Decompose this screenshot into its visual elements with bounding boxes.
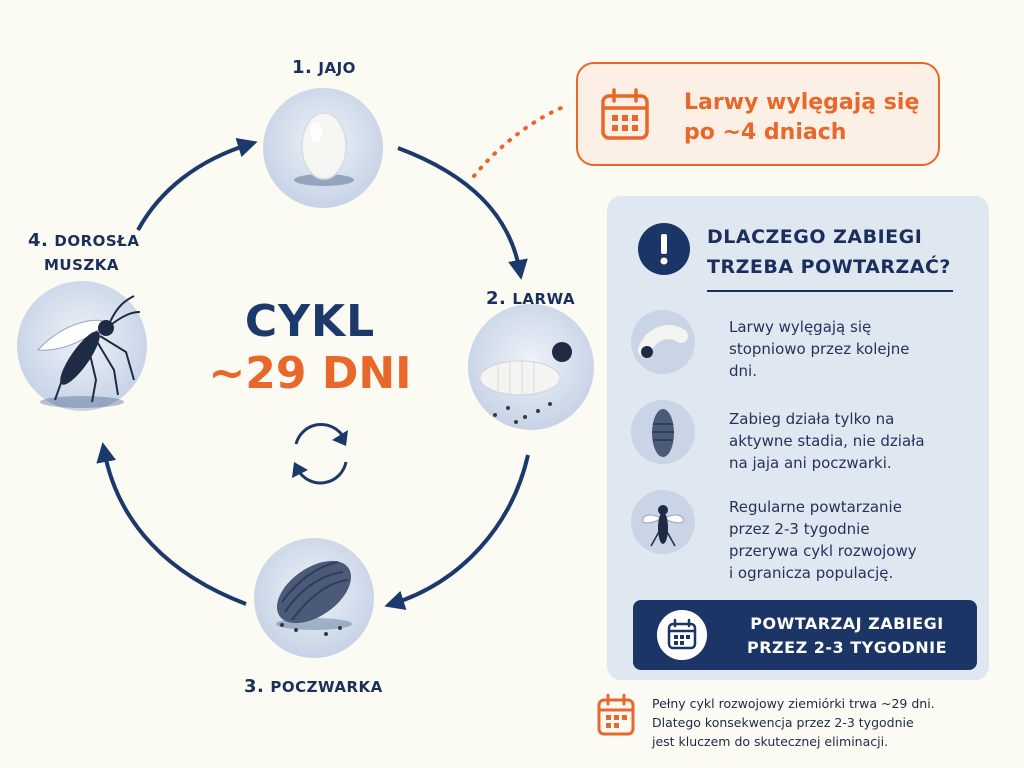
pupa-icon [631, 400, 695, 464]
arrow-pupa-to-adult [104, 450, 246, 604]
repeat-treatments-banner: POWTARZAJ ZABIEGI PRZEZ 2-3 TYGODNIE [633, 600, 977, 670]
pupa-stage-circle [254, 538, 374, 658]
stage-label-egg: 1. JAJO [292, 57, 356, 78]
cycle-duration-title [190, 296, 430, 400]
calendar-icon [600, 88, 650, 142]
arrow-adult-to-egg [138, 144, 250, 230]
fly-icon [631, 490, 695, 554]
stage-label-larva: 2. LARWA [486, 288, 576, 309]
why-repeat-panel: DLACZEGO ZABIEGI TRZEBA POWTARZAĆ? Larwy wylęgają się stopniowo przez kolejne dni. Zabieg działa tylko na aktywne stadia, nie działa na jaja ani poczwarki. Regularne powtarzanie przez 2-3 tygodnie przerywa cykl rozwojowy i ogranicza populację. POWTARZAJ ZABIEGI PRZEZ 2-3 TYGODNIE [607, 196, 989, 680]
adult-stage-circle [17, 281, 147, 411]
stage-label-pupa: 3. POCZWARKA [244, 676, 383, 697]
egg-icon [302, 113, 346, 179]
arrow-larva-to-pupa [392, 455, 528, 604]
calendar-icon [596, 694, 636, 738]
larva-icon [631, 310, 695, 374]
larva-stage-circle [468, 304, 594, 430]
egg-stage-circle [263, 88, 383, 208]
exclamation-icon [637, 222, 691, 276]
refresh-icon [292, 424, 348, 482]
dotted-connector [474, 106, 566, 176]
cycle-title-line1: CYKL [244, 296, 376, 347]
panel-title: DLACZEGO ZABIEGI TRZEBA POWTARZAĆ? [707, 226, 951, 278]
hatch-callout [576, 62, 940, 166]
panel-divider [707, 290, 953, 292]
cycle-title-line2: ~29 DNI [208, 348, 412, 399]
calendar-icon [657, 610, 707, 660]
callout-text: Larwy wylęgają się po ~4 dniach [684, 90, 920, 145]
arrow-egg-to-larva [398, 148, 520, 272]
stage-label-adult: 4. DOROSŁA MUSZKA [28, 230, 140, 274]
